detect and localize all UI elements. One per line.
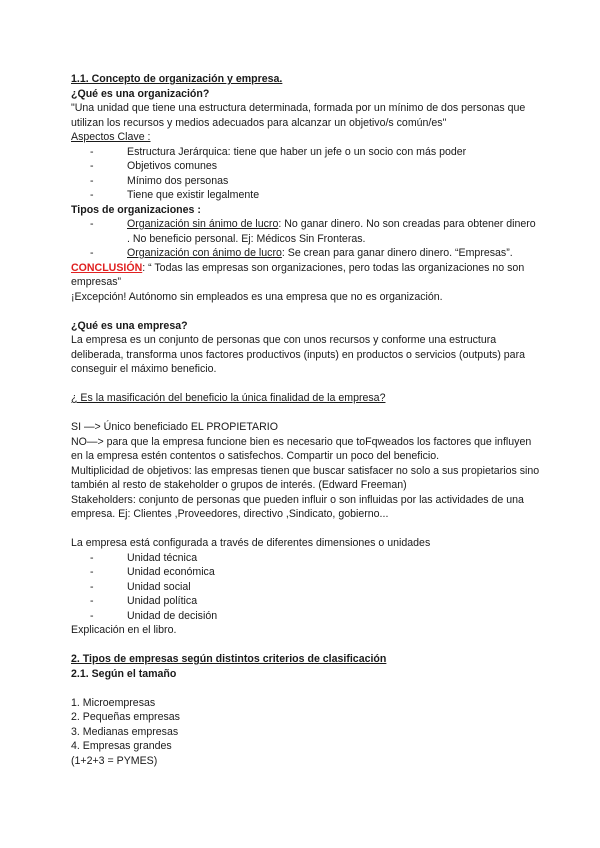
pymes-note: (1+2+3 = PYMES) <box>71 754 158 767</box>
spacer <box>71 406 541 421</box>
document-content <box>71 72 541 768</box>
spacer <box>71 304 541 319</box>
type-text: : Se crean para ganar dinero dinero. “Empresas”. <box>281 247 513 259</box>
spacer <box>71 522 541 537</box>
stakeholders-text: Stakeholders: conjunto de personas que pueden influir o son influidas por las actividades de una empresa. Ej: Clientes ,Proveedores, directivo ,Sindicato, gobierno... <box>71 493 524 520</box>
dimensiones-intro: La empresa está configurada a través de diferentes dimensiones o unidades <box>71 537 431 549</box>
question-beneficio: ¿ Es la masificación del beneficio la única finalidad de la empresa? <box>71 392 386 404</box>
question-empresa: ¿Qué es una empresa? <box>71 319 188 332</box>
types-title: Tipos de organizaciones : <box>71 203 201 216</box>
list-item: - Estructura Jerárquica: tiene que haber un jefe o un socio con más poder <box>90 145 541 160</box>
conclusion-label: CONCLUSIÓN <box>71 261 143 274</box>
list-item: - Tiene que existir legalmente <box>90 188 541 203</box>
list-item: - Unidad económica <box>90 565 541 580</box>
aspects-list <box>71 145 541 203</box>
list-item: - Unidad social <box>90 580 541 595</box>
exception-text: ¡Excepción! Autónomo sin empleados es una empresa que no es organización. <box>71 290 443 303</box>
type-text: : No ganar dinero. No son creadas para obtener dinero . No beneficio personal. Ej: Médicos Sin Fronteras. <box>127 218 536 245</box>
type-label: Organización sin ánimo de lucro <box>127 218 279 230</box>
list-item <box>90 217 541 246</box>
types-list <box>71 217 541 261</box>
type-label: Organización con ánimo de lucro <box>127 247 282 259</box>
organizacion-definition: "Una unidad que tiene una estructura determinada, formada por un mínimo de dos personas que utilizan los recursos y medios adecuados para alcanzar un objetivo/s común/es" <box>71 102 526 129</box>
list-item: - Mínimo dos personas <box>90 174 541 189</box>
conclusion-text: : “ Todas las empresas son organizaciones, pero todas las organizaciones no son empresas” <box>71 261 525 288</box>
question-organizacion: ¿Qué es una organización? <box>71 87 210 100</box>
list-item: - Unidad técnica <box>90 551 541 566</box>
multiplicidad-text: Multiplicidad de objetivos: las empresas tienen que buscar satisfacer no solo a sus propietarios sino también al resto de stakeholder o grupos de interés. (Edward Freeman) <box>71 464 540 491</box>
list-item: - Unidad de decisión <box>90 609 541 624</box>
section-heading-1-1: 1.1. Concepto de organización y empresa. <box>71 73 283 85</box>
list-item: 3. Medianas empresas <box>71 725 179 738</box>
conclusion-paragraph <box>71 261 541 290</box>
aspects-title: Aspectos Clave : <box>71 131 151 143</box>
list-item: 4. Empresas grandes <box>71 740 172 752</box>
dimensiones-list <box>71 551 541 624</box>
spacer <box>71 638 541 653</box>
spacer <box>71 681 541 696</box>
beneficio-si: SI —> Único beneficiado EL PROPIETARIO <box>71 421 278 433</box>
spacer <box>71 377 541 392</box>
section-subheading-2-1: 2.1. Según el tamaño <box>71 667 177 680</box>
list-item: 2. Pequeñas empresas <box>71 711 180 723</box>
section-heading-2: 2. Tipos de empresas según distintos criterios de clasificación <box>71 653 387 665</box>
beneficio-no: NO—> para que la empresa funcione bien es necesario que toFqweados los factores que influyen en la empresa estén contentos o satisfechos. Compartir un poco del beneficio. <box>71 435 532 462</box>
list-item: - Unidad política <box>90 594 541 609</box>
empresa-definition: La empresa es un conjunto de personas que con unos recursos y conforme una estructura deliberada, transforma unos factores productivos (inputs) en productos o servicios (outputs) para conseguir el máximo beneficio. <box>71 334 525 375</box>
list-item <box>90 246 541 261</box>
list-item: - Objetivos comunes <box>90 159 541 174</box>
dimensiones-note: Explicación en el libro. <box>71 624 177 636</box>
list-item: 1. Microempresas <box>71 696 156 709</box>
